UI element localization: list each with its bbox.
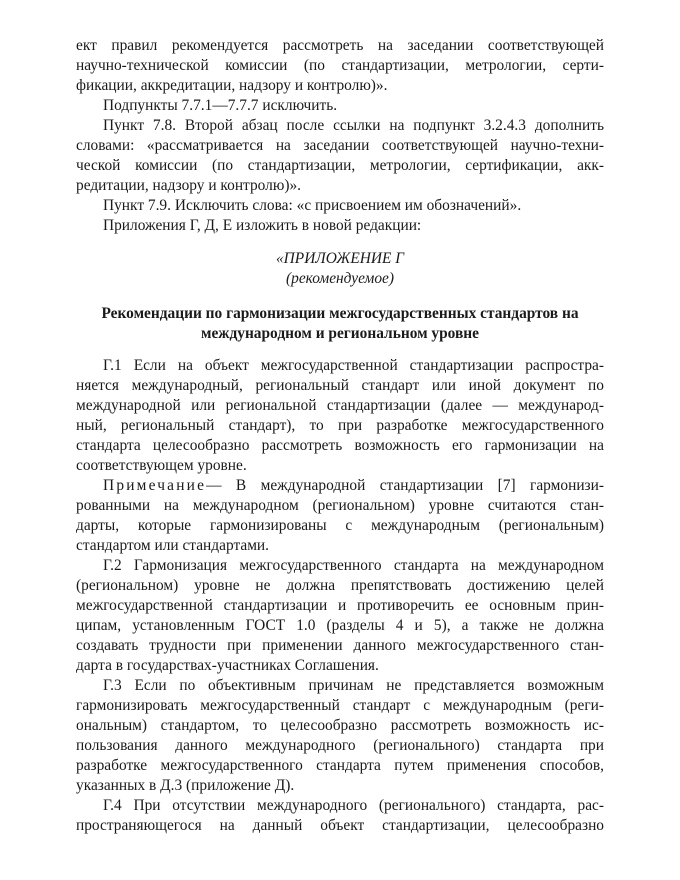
text-line: (региональном) уровне не должна препятствовать достижению целей [76, 577, 604, 594]
text-line: гармонизировать межгосударственный стандарт с международным (реги- [76, 697, 604, 714]
text-line: разработке межгосударственного стандарта путем применения способов, [76, 757, 604, 774]
text-line: пользования данного международного (регионального) стандарта при [76, 737, 604, 754]
note-line: рованными на международном (региональном) уровне считаются стан- [76, 497, 604, 514]
text-line: ный, региональный стандарт), то при разработке межгосударственного [76, 417, 604, 434]
text-line: няется международный, региональный стандарт или иной документ по [76, 377, 604, 394]
text-line: фикации, аккредитации, надзору и контролю)». [76, 77, 388, 94]
appendix-title: «ПРИЛОЖЕНИЕ Г [275, 250, 404, 267]
text-line: стандарта целесообразно рассмотреть возможность его гармонизации на [76, 437, 604, 454]
text-line: Подпункты 7.7.1—7.7.7 исключить. [103, 97, 338, 114]
note-label: Примечание [103, 477, 207, 494]
text-line: межгосударственной стандартизации и противоречить ее основным прин- [76, 597, 604, 614]
text-line: Г.3 Если по объективным причинам не представляется возможным [103, 677, 604, 694]
text-line: Пункт 7.9. Исключить слова: «с присвоением им обозначений». [103, 197, 522, 214]
text-line: ект правил рекомендуется рассмотреть на заседании соответствующей [76, 37, 604, 54]
text-line: Г.4 При отсутствии международного (регионального) стандарта, рас- [103, 797, 604, 814]
text-line: указанных в Д.3 (приложение Д). [76, 777, 295, 794]
note-line: дарты, которые гармонизированы с международным (региональным) [76, 517, 604, 534]
note-line: Примечание— В международной стандартизации [7] гармонизи- [103, 477, 604, 494]
section-title: международном и региональном уровне [200, 325, 480, 342]
text-line: Пункт 7.8. Второй абзац после ссылки на подпункт 3.2.4.3 дополнить [103, 117, 604, 134]
text-line: ческой комиссии (по стандартизации, метрологии, сертификации, акк- [76, 157, 604, 174]
text-line: международной или региональной стандартизации (далее — международ- [76, 397, 604, 414]
text-line: ональным) стандартом, то целесообразно рассмотреть возможность ис- [76, 717, 604, 734]
text-line: дарта в государствах-участниках Соглашения. [76, 657, 379, 674]
text-line: научно-технической комиссии (по стандартизации, метрологии, серти- [76, 57, 604, 74]
appendix-status: (рекомендуемое) [286, 270, 394, 287]
text-line: ципам, установленным ГОСТ 1.0 (разделы 4 и 5), а также не должна [76, 617, 604, 634]
text-line: создавать трудности при применении данного межгосударственного стан- [76, 637, 604, 654]
text-line: словами: «рассматривается на заседании соответствующей научно-техни- [76, 137, 604, 154]
text-line: соответствующем уровне. [76, 457, 247, 474]
text-line: пространяющегося на данный объект стандартизации, целесообразно [76, 817, 604, 834]
text-line: редитации, надзору и контролю)». [76, 177, 302, 194]
text-line: Г.2 Гармонизация межгосударственного стандарта на международном [103, 557, 604, 574]
text-line: Приложения Г, Д, Е изложить в новой редакции: [103, 217, 422, 234]
section-title: Рекомендации по гармонизации межгосударственных стандартов на [101, 305, 579, 322]
note-line: стандартом или стандартами. [76, 537, 270, 554]
text-line: Г.1 Если на объект межгосударственной стандартизации распростра- [103, 357, 604, 374]
